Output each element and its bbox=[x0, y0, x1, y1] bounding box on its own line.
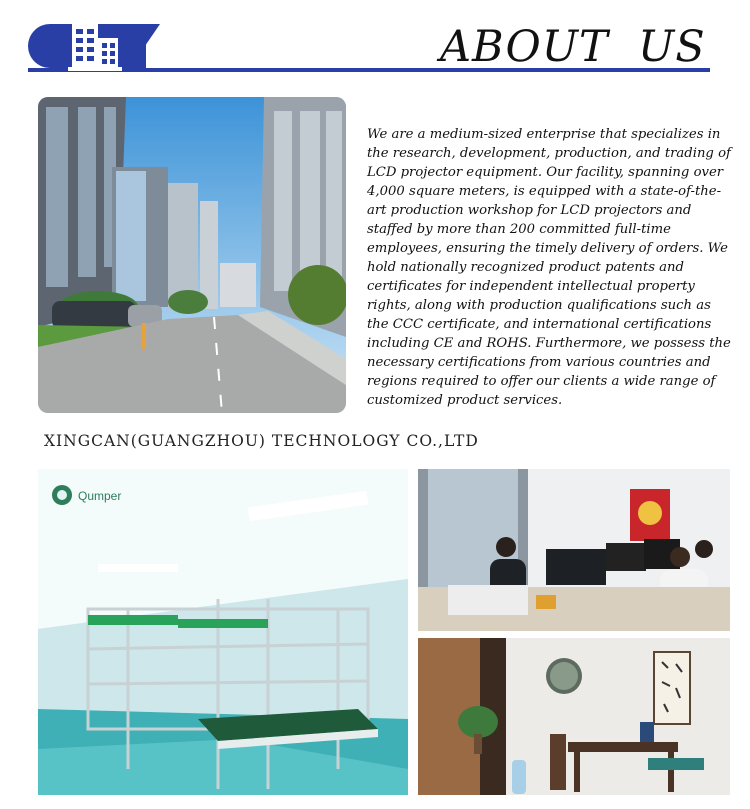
industrial-park-photo bbox=[38, 97, 346, 413]
building-icon bbox=[66, 20, 124, 74]
company-name: XINGCAN(GUANGZHOU) TECHNOLOGY CO.,LTD bbox=[44, 432, 479, 450]
office-photo bbox=[418, 469, 730, 631]
tea-room-photo bbox=[418, 638, 730, 795]
page-title: ABOUT US bbox=[440, 22, 706, 72]
header-banner bbox=[0, 0, 750, 90]
cleanroom-workshop-photo bbox=[38, 469, 408, 795]
cleanroom-logo-text: Qumper bbox=[78, 489, 122, 503]
header-tab-tail bbox=[130, 24, 160, 68]
intro-paragraph: We are a medium-sized enterprise that specializes in the research, development, production, and trading of LCD projector equipment. Our facility, spanning over 4,000 square meters, is equipped with a state-of-the-art production workshop for LCD projectors and staffed by more than 200 committed full-time employees, ensuring the timely delivery of orders. We hold nationally recognized product patents and certificates for independent intellectual property rights, along with production qualifications such as the CCC certificate, and international certifications including CE and ROHS. Furthermore, we possess the necessary certifications from various countries and regions required to offer our clients a wide range of customized product services. bbox=[367, 127, 731, 408]
